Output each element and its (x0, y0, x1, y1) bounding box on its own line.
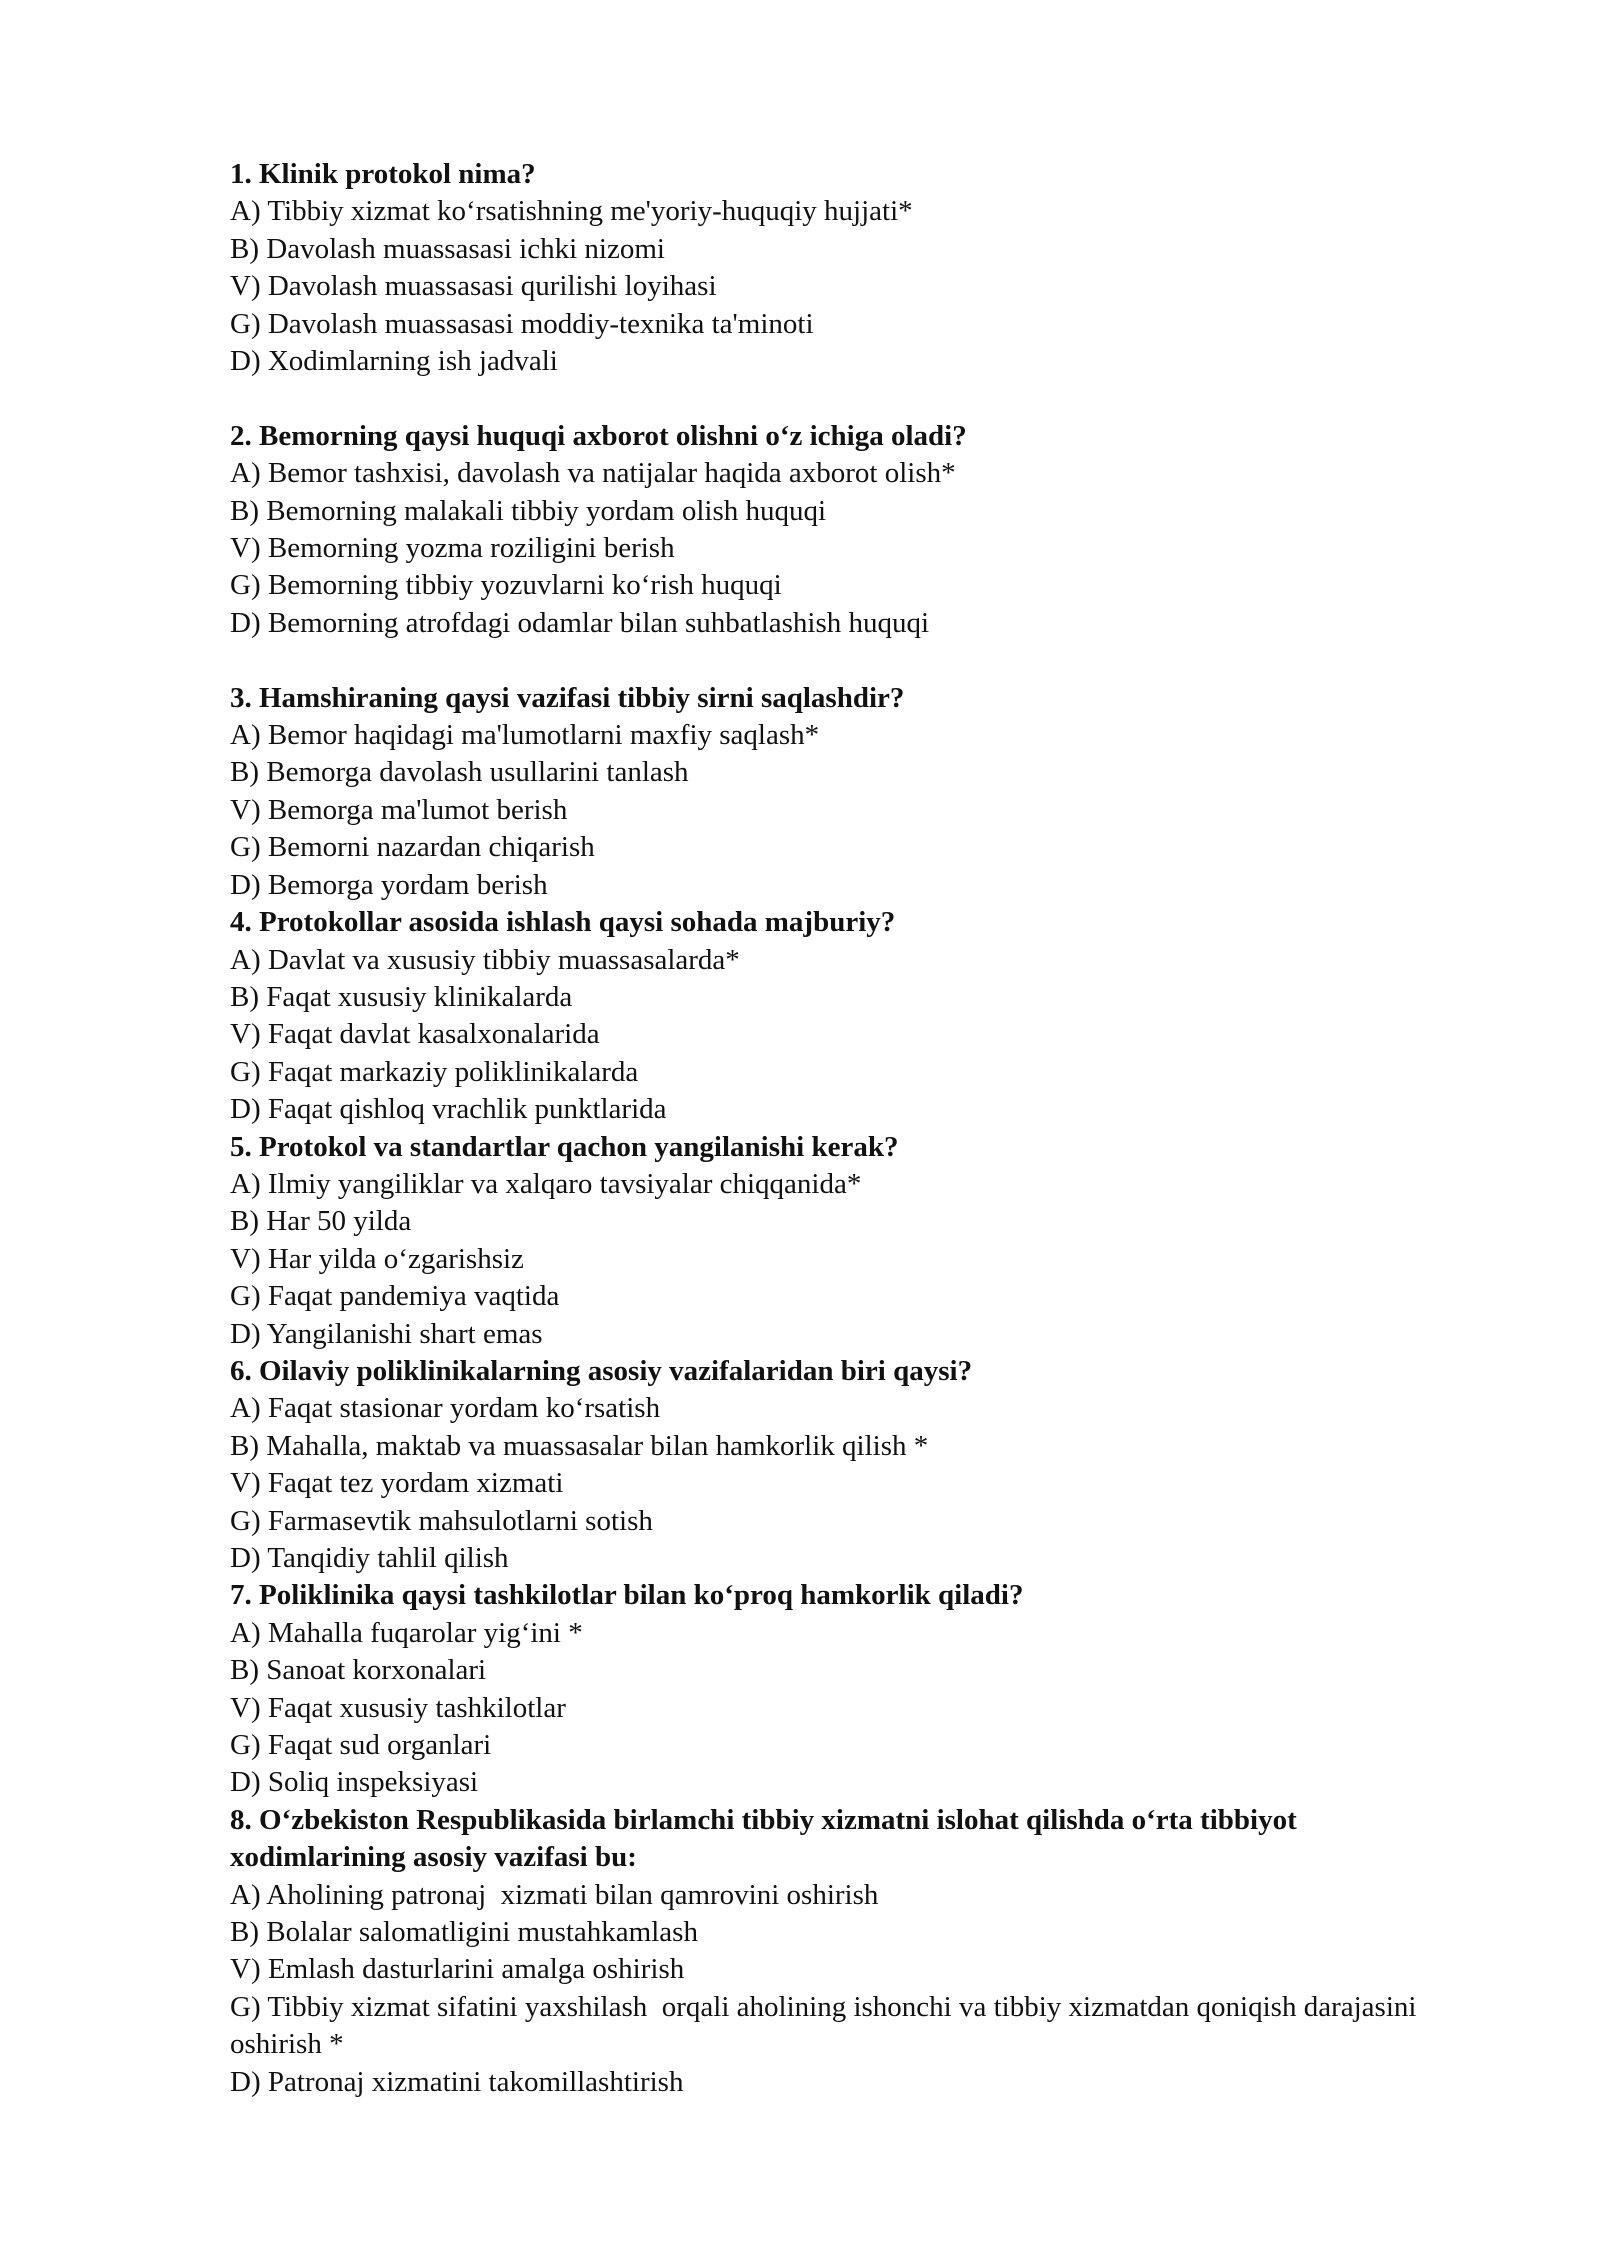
question-title: 4. Protokollar asosida ishlash qaysi sohada majburiy? (230, 906, 896, 939)
document-page (230, 156, 1450, 2101)
answer-option-g: G) Faqat sud organlari (230, 1729, 492, 1762)
answer-option-g: G) Tibbiy xizmat sifatini yaxshilash orqali aholining ishonchi va tibbiy xizmatdan qoniqish darajasini oshirish * (230, 1990, 1424, 2061)
answer-option-b: B) Mahalla, maktab va muassasalar bilan hamkorlik qilish * (230, 1429, 929, 1462)
answer-option-b: B) Bemorga davolash usullarini tanlash (230, 756, 689, 789)
answer-option-d: D) Faqat qishloq vrachlik punktlarida (230, 1093, 667, 1126)
answer-option-d: D) Xodimlarning ish jadvali (230, 345, 558, 378)
question-title: 8. O‘zbekiston Respublikasida birlamchi tibbiy xizmatni islohat qilishda o‘rta tibbiyot xodimlarining asosiy vazifasi bu: (230, 1803, 1297, 1874)
question-title: 2. Bemorning qaysi huquqi axborot olishni o‘z ichiga oladi? (230, 419, 967, 452)
answer-option-d: D) Patronaj xizmatini takomillashtirish (230, 2065, 684, 2098)
question-title: 6. Oilaviy poliklinikalarning asosiy vazifalaridan biri qaysi? (230, 1354, 973, 1387)
answer-option-g: G) Bemorning tibbiy yozuvlarni ko‘rish huquqi (230, 569, 782, 602)
question-5 (230, 1129, 1450, 1353)
answer-option-v: V) Emlash dasturlarini amalga oshirish (230, 1953, 685, 1986)
answer-option-b: B) Har 50 yilda (230, 1205, 412, 1238)
answer-option-a: A) Aholining patronaj xizmati bilan qamrovini oshirish (230, 1878, 879, 1911)
answer-option-a: A) Davlat va xususiy tibbiy muassasalarda* (230, 943, 740, 976)
question-title: 1. Klinik protokol nima? (230, 158, 536, 190)
question-6 (230, 1353, 1450, 1577)
answer-option-v: V) Faqat tez yordam xizmati (230, 1467, 564, 1500)
question-2 (230, 418, 1450, 642)
answer-option-d: D) Yangilanishi shart emas (230, 1317, 543, 1350)
answer-option-g: G) Bemorni nazardan chiqarish (230, 831, 595, 864)
question-7 (230, 1577, 1450, 1801)
answer-option-v: V) Bemorning yozma roziligini berish (230, 532, 675, 565)
answer-option-b: B) Bemorning malakali tibbiy yordam olish huquqi (230, 494, 827, 527)
answer-option-v: V) Faqat davlat kasalxonalarida (230, 1018, 600, 1051)
answer-option-d: D) Bemorning atrofdagi odamlar bilan suhbatlashish huquqi (230, 606, 930, 639)
answer-option-d: D) Bemorga yordam berish (230, 868, 548, 901)
answer-option-g: G) Faqat pandemiya vaqtida (230, 1280, 560, 1313)
answer-option-v: V) Davolash muassasasi qurilishi loyihasi (230, 270, 717, 303)
answer-option-v: V) Har yilda o‘zgarishsiz (230, 1242, 524, 1275)
question-title: 5. Protokol va standartlar qachon yangilanishi kerak? (230, 1130, 899, 1163)
answer-option-a: A) Bemor tashxisi, davolash va natijalar haqida axborot olish* (230, 457, 956, 490)
answer-option-b: B) Davolash muassasasi ichki nizomi (230, 232, 665, 265)
answer-option-a: A) Bemor haqidagi ma'lumotlarni maxfiy saqlash* (230, 719, 820, 752)
answer-option-b: B) Faqat xususiy klinikalarda (230, 980, 573, 1013)
question-title: 7. Poliklinika qaysi tashkilotlar bilan ko‘proq hamkorlik qiladi? (230, 1579, 1024, 1612)
answer-option-b: B) Sanoat korxonalari (230, 1654, 487, 1687)
question-8 (230, 1802, 1450, 2101)
answer-option-v: V) Bemorga ma'lumot berish (230, 793, 568, 826)
answer-option-g: G) Davolash muassasasi moddiy-texnika ta'minoti (230, 307, 814, 340)
answer-option-a: A) Mahalla fuqarolar yig‘ini * (230, 1616, 583, 1649)
question-title: 3. Hamshiraning qaysi vazifasi tibbiy sirni saqlashdir? (230, 681, 905, 714)
answer-option-g: G) Farmasevtik mahsulotlarni sotish (230, 1504, 653, 1537)
question-1 (230, 156, 1450, 380)
question-4 (230, 904, 1450, 1128)
answer-option-a: A) Ilmiy yangiliklar va xalqaro tavsiyalar chiqqanida* (230, 1167, 862, 1200)
answer-option-v: V) Faqat xususiy tashkilotlar (230, 1691, 566, 1724)
answer-option-d: D) Tanqidiy tahlil qilish (230, 1542, 509, 1574)
answer-option-a: A) Faqat stasionar yordam ko‘rsatish (230, 1392, 661, 1425)
answer-option-d: D) Soliq inspeksiyasi (230, 1766, 479, 1799)
question-3 (230, 680, 1450, 904)
answer-option-g: G) Faqat markaziy poliklinikalarda (230, 1055, 639, 1088)
answer-option-a: A) Tibbiy xizmat ko‘rsatishning me'yoriy-huquqiy hujjati* (230, 195, 913, 228)
answer-option-b: B) Bolalar salomatligini mustahkamlash (230, 1916, 698, 1949)
